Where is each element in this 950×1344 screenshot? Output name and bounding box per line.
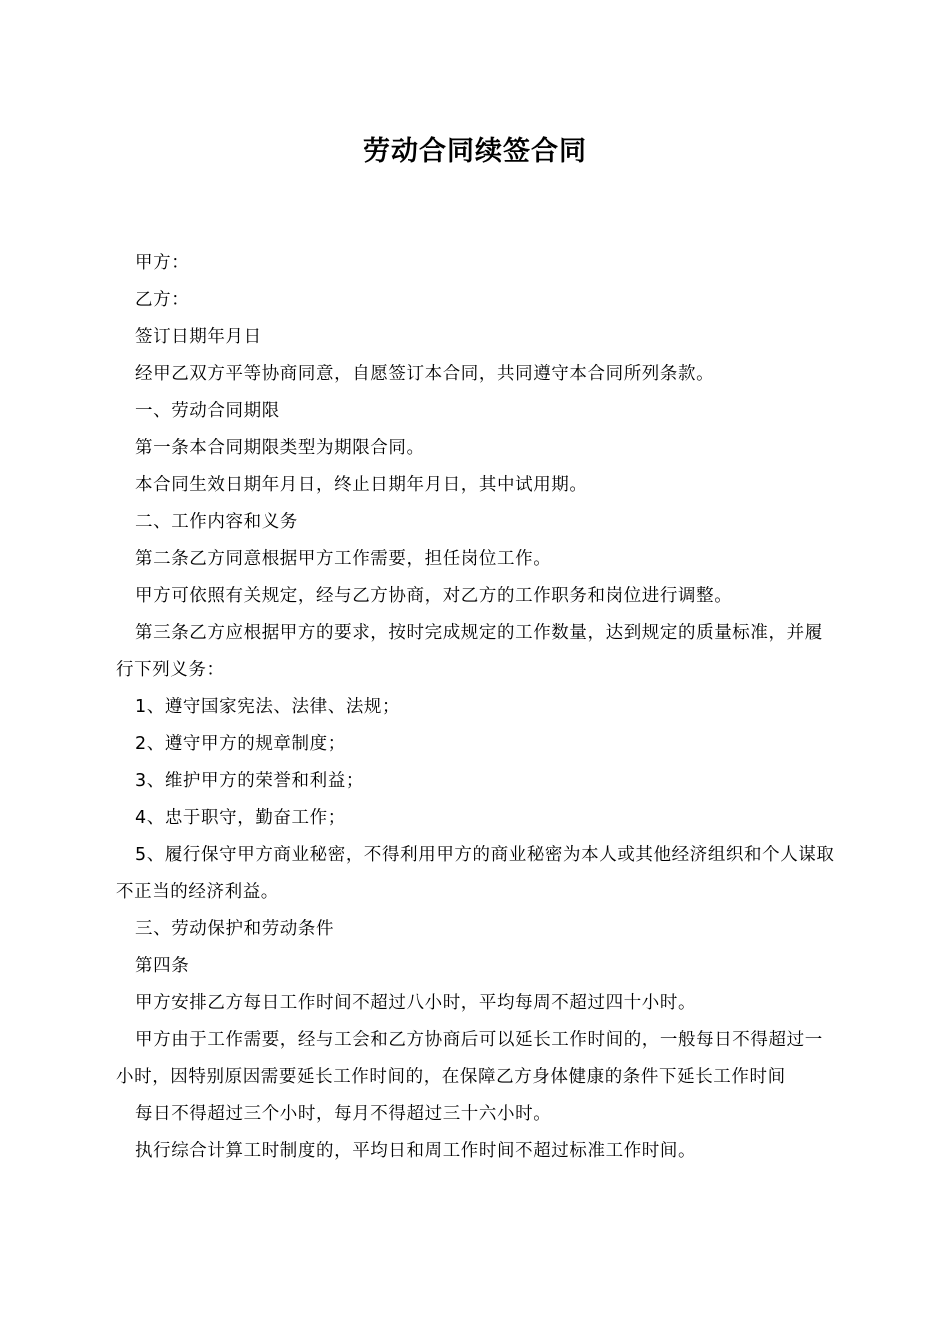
- paragraph-adjustment: 甲方可依照有关规定，经与乙方协商，对乙方的工作职务和岗位进行调整。: [135, 586, 733, 606]
- paragraph-party-b: 乙方：: [135, 290, 190, 310]
- list-item-2: 2、遵守甲方的规章制度；: [135, 734, 346, 754]
- section-heading-2: 二、工作内容和义务: [135, 512, 298, 532]
- list-item-3: 3、维护甲方的荣誉和利益；: [135, 771, 364, 791]
- section-heading-3: 三、劳动保护和劳动条件: [135, 919, 335, 939]
- list-item-5: 5、履行保守甲方商业秘密，不得利用甲方的商业秘密为本人或其他经济组织和个人谋取不正当的经济利益。: [116, 845, 835, 902]
- section-heading-1: 一、劳动合同期限: [135, 401, 280, 421]
- paragraph-article-2: 第二条乙方同意根据甲方工作需要，担任岗位工作。: [135, 549, 552, 569]
- paragraph-comprehensive-hours: 执行综合计算工时制度的，平均日和周工作时间不超过标准工作时间。: [135, 1141, 697, 1161]
- paragraph-party-a: 甲方：: [135, 253, 190, 273]
- list-item-1: 1、遵守国家宪法、法律、法规；: [135, 697, 401, 717]
- paragraph-article-3: 第三条乙方应根据甲方的要求，按时完成规定的工作数量，达到规定的质量标准，并履行下列义务：: [116, 623, 823, 680]
- document-body: [116, 245, 838, 1170]
- paragraph-article-4: 第四条: [135, 956, 190, 976]
- paragraph-working-hours: 甲方安排乙方每日工作时间不超过八小时，平均每周不超过四十小时。: [135, 993, 697, 1013]
- list-item-4: 4、忠于职守，勤奋工作；: [135, 808, 346, 828]
- paragraph-sign-date: 签订日期年月日: [135, 327, 262, 347]
- paragraph-article-1: 第一条本合同期限类型为期限合同。: [135, 438, 425, 458]
- paragraph-overtime: 甲方由于工作需要，经与工会和乙方协商后可以延长工作时间的，一般每日不得超过一小时，因特别原因需要延长工作时间的，在保障乙方身体健康的条件下延长工作时间: [116, 1030, 823, 1087]
- paragraph-effective-date: 本合同生效日期年月日，终止日期年月日，其中试用期。: [135, 475, 588, 495]
- paragraph-overtime-limit: 每日不得超过三个小时，每月不得超过三十六小时。: [135, 1104, 552, 1124]
- document-title: 劳动合同续签合同: [363, 136, 587, 167]
- paragraph-intro: 经甲乙双方平等协商同意，自愿签订本合同，共同遵守本合同所列条款。: [135, 364, 715, 384]
